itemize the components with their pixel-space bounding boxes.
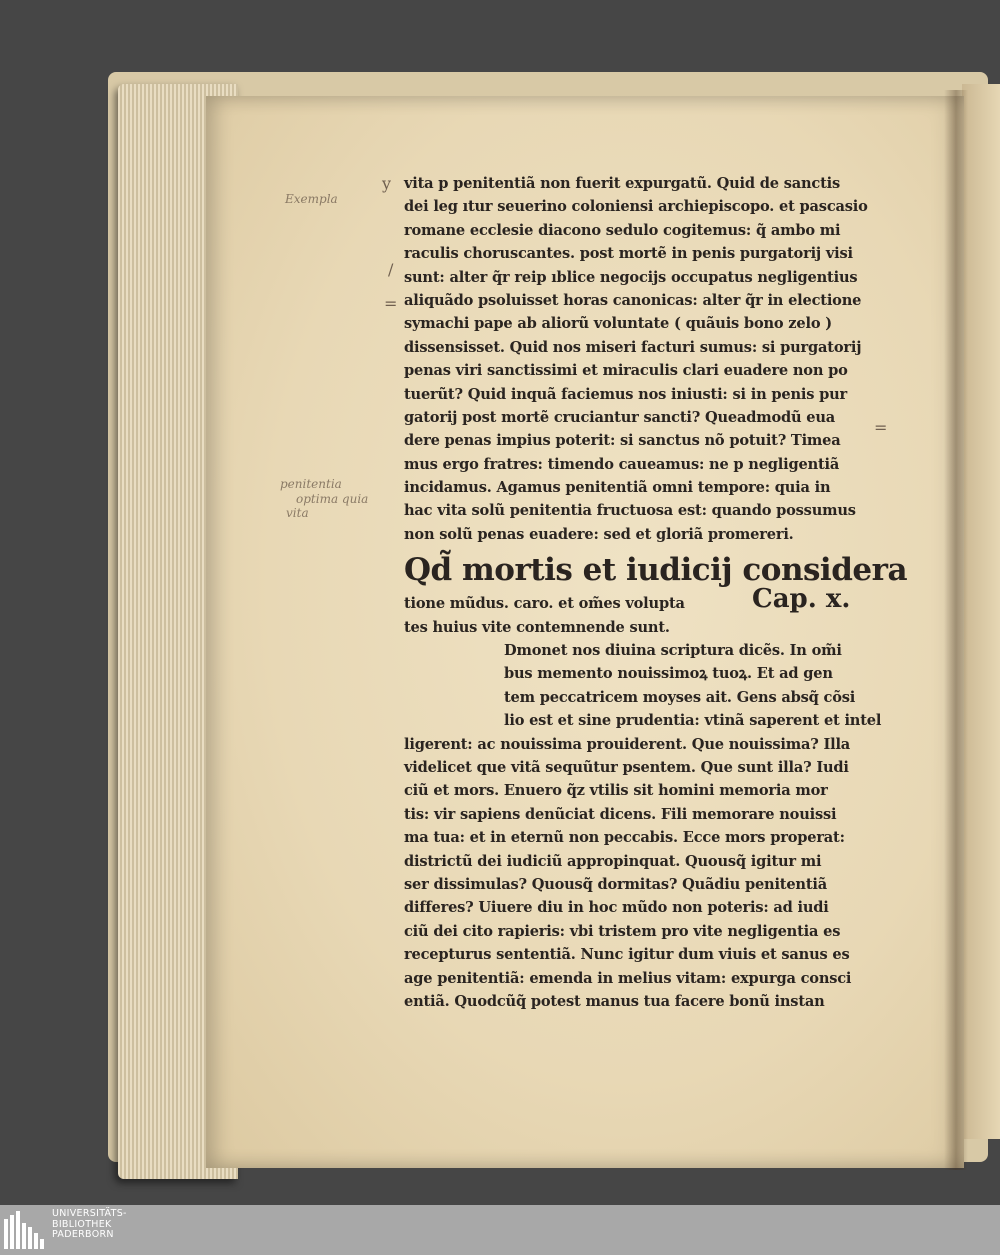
logo-bar (34, 1233, 38, 1249)
text-line: gatorij post mortẽ cruciantur sancti? Queadmodũ eua (404, 408, 836, 426)
chapter-opening (404, 639, 884, 733)
text-line: tes huius vite contemnende sunt. (404, 618, 670, 636)
text-line: entiã. Quodcũq̃ potest manus tua facere bonũ instan (404, 992, 825, 1010)
chapter-number: Cap. x. (752, 584, 851, 614)
text-line: lio est et sine prudentia: vtinã saperent et intel (504, 712, 882, 730)
text-line: vita p penitentiã non fuerit expurgatũ. Quid de sanctis (404, 175, 841, 192)
logo-bar (16, 1211, 20, 1249)
chapter-body (404, 733, 884, 1014)
text-line: tuerũt? Quid inquã faciemus nos iniusti: si in penis pur (404, 385, 848, 403)
text-line: age penitentiã: emenda in melius vitam: expurga consci (404, 969, 852, 987)
text-line: ciũ dei cito rapieris: vbi tristem pro vite negligentia es (404, 922, 841, 940)
margin-mark: / (388, 260, 394, 279)
text-line: hac vita solũ penitentia fructuosa est: quando possumus (404, 502, 856, 520)
text-line: videlicet que vitã sequũtur psentem. Que sunt illa? Iudi (404, 758, 849, 776)
logo-line: BIBLIOTHEK (52, 1218, 112, 1230)
text-line: recepturus sententiã. Nunc igitur dum viuis et sanus es (404, 946, 850, 964)
text-line: sunt: alter q̃r reip ıblice negocijs occupatus negligentius (404, 268, 858, 286)
text-line: dei leg ıtur seuerino coloniensi archiepiscopo. et pascasio (404, 198, 868, 216)
text-line: ser dissimulas? Quousq̃ dormitas? Quãdiu penitentiã (404, 875, 827, 893)
text-line: ma tua: et in eternũ non peccabis. Ecce mors properat: (404, 829, 845, 847)
text-line: romane ecclesie diacono sedulo cogitemus: q̃ ambo mi (404, 221, 841, 239)
text-line: tis: vir sapiens denũciat dicens. Fili memorare nouissi (404, 805, 837, 823)
text-line: tem peccatricem moyses ait. Gens absq̃ cõsi (504, 688, 856, 706)
library-footer (0, 1205, 1000, 1255)
logo-line: PADERBORN (52, 1229, 114, 1240)
logo-line: UNIVERSITÄTS- (52, 1208, 127, 1219)
text-column (404, 172, 908, 1013)
logo-bar (40, 1239, 44, 1249)
library-logo-text (52, 1209, 127, 1241)
logo-bar (28, 1227, 32, 1249)
text-line: ciũ et mors. Enuero q̃z vtilis sit homini memoria mor (404, 782, 828, 800)
text-line: raculis choruscantes. post mortẽ in penis purgatorij visi (404, 245, 853, 263)
chapter-heading: Qd̃ mortis et iudicij considera (404, 552, 908, 589)
text-line: tione mũdus. caro. et om̃es volupta (404, 595, 685, 613)
marginal-note-penitentia: penitentia (280, 477, 342, 491)
margin-mark: y (382, 174, 392, 193)
text-line: ligerent: ac nouissima prouiderent. Que nouissima? Illa (404, 735, 851, 753)
text-line: dissensisset. Quid nos miseri facturi sumus: si purgatorij (404, 338, 862, 356)
library-logo-icon (4, 1211, 44, 1249)
margin-mark: = (874, 418, 888, 437)
text-line: bus memento nouissimoꝝ tuoꝝ. Et ad gen (504, 665, 833, 683)
text-line: penas viri sanctissimi et miraculis clari euadere non po (404, 362, 848, 380)
marginal-note-optima: optima quia (296, 492, 369, 506)
marginal-note-exempla: Exempla (285, 192, 338, 206)
page-gutter (944, 90, 968, 1170)
text-line: symachi pape ab aliorũ voluntate ( quãuis bono zelo ) (404, 315, 832, 333)
text-line: districtũ dei iudiciũ appropinquat. Quousq̃ igitur mi (404, 852, 822, 870)
text-line: non solũ penas euadere: sed et gloriã promereri. (404, 525, 794, 543)
text-line: aliquãdo psoluisset horas canonicas: alter q̃r in electione (404, 291, 862, 309)
margin-mark: = (384, 294, 398, 313)
logo-bar (4, 1219, 8, 1249)
logo-bar (10, 1215, 14, 1249)
paragraph-1 (404, 172, 884, 546)
text-line: dere penas impius poterit: si sanctus nõ potuit? Timea (404, 432, 841, 450)
text-line: mus ergo fratres: timendo caueamus: ne p negligentiã (404, 455, 840, 473)
text-line: incidamus. Agamus penitentiã omni tempore: quia in (404, 479, 831, 497)
text-line: Dmonet nos diuina scriptura dicẽs. In om̃i (504, 642, 842, 660)
marginal-note-vita: vita (286, 506, 309, 520)
text-line: differes? Uiuere diu in hoc mũdo non poteris: ad iudi (404, 899, 829, 917)
logo-bar (22, 1223, 26, 1249)
